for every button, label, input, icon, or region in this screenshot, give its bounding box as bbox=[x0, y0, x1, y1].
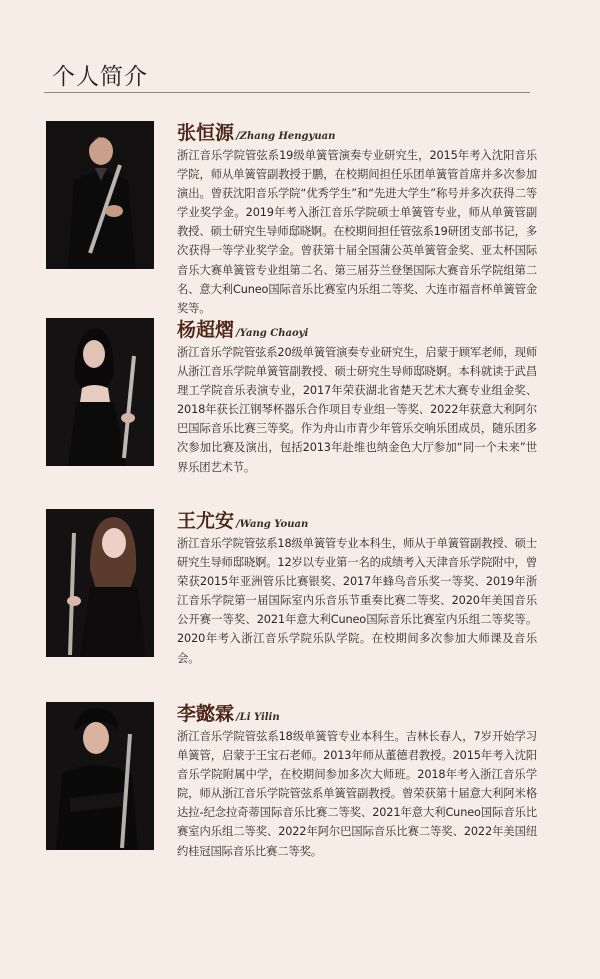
person-name-en: /Yang Chaoyi bbox=[236, 328, 309, 339]
clarinetist-portrait-icon bbox=[46, 509, 154, 657]
profile-photo bbox=[46, 318, 154, 466]
profile-photo bbox=[46, 702, 154, 850]
profile-photo bbox=[46, 121, 154, 269]
clarinetist-portrait-icon bbox=[46, 121, 154, 269]
person-name-en: /Li Yilin bbox=[236, 712, 280, 723]
section-divider bbox=[44, 92, 530, 93]
person-name-cn: 杨超熠 bbox=[177, 319, 235, 341]
person-name-en: /Wang Youan bbox=[236, 519, 309, 530]
person-name-en: /Zhang Hengyuan bbox=[236, 131, 336, 142]
clarinetist-portrait-icon bbox=[46, 702, 154, 850]
person-name-cn: 张恒源 bbox=[177, 122, 235, 144]
section-title: 个人简介 bbox=[52, 64, 148, 90]
person-bio: 浙江音乐学院管弦系18级单簧管专业本科生，师从于单簧管副教授、硕士研究生导师邸晓婀。12岁以专业第一名的成绩考入天津音乐学院附中，曾荣获2015年亚洲管乐比赛银奖、2017年蜂鸟音乐奖一等奖、2019年浙江音乐学院第一届国际室内乐音乐节重奏比赛二等奖、2020年美国音乐公开赛一等奖、2021年意大利Cuneo国际音乐比赛室内乐组二等奖等。2020年考入浙江音乐学院乐队学院。在校期间多次参加大师课及音乐会。 bbox=[177, 537, 537, 665]
person-bio: 浙江音乐学院管弦系19级单簧管演奏专业研究生，2015年考入沈阳音乐学院，师从单簧管副教授于鹏，在校期间担任乐团单簧管首席并多次参加演出。曾获沈阳音乐学院“优秀学生”和“先进大学生”称号并多次获得二等学业奖学金。2019年考入浙江音乐学院硕士单簧管专业，师从单簧管副教授、硕士研究生导师邸晓婀。在校期间担任管弦系19研团支部书记，多次获得一等学业奖学金。曾获第十届全国蒲公英单簧管金奖、亚太杯国际音乐大赛单簧管专业组第二名、第三届芬兰登堡国际大赛音乐学院组第二名、意大利Cuneo国际音乐比赛室内乐组二等奖、大连市福音杯单簧管金奖等。 bbox=[177, 149, 537, 315]
clarinetist-portrait-icon bbox=[46, 318, 154, 466]
person-name-cn: 王尤安 bbox=[177, 510, 235, 532]
person-bio: 浙江音乐学院管弦系18级单簧管专业本科生。吉林长春人，7岁开始学习单簧管，启蒙于王宝石老师。2013年师从董德君教授。2015年考入沈阳音乐学院附属中学，在校期间参加多次大师班。2018年考入浙江音乐学院，师从浙江音乐学院管弦系单簧管副教授。曾荣获第十届意大利阿米格达拉-纪念拉奇蒂国际音乐比赛二等奖、2021年意大利Cuneo国际音乐比赛室内乐组二等奖、2022年阿尔巴国际音乐比赛二等奖、2022年美国纽约桂冠国际音乐比赛二等奖。 bbox=[177, 730, 537, 858]
profile-photo bbox=[46, 509, 154, 657]
person-bio: 浙江音乐学院管弦系20级单簧管演奏专业研究生，启蒙于顾军老师，现师从浙江音乐学院单簧管副教授、硕士研究生导师邸晓婀。本科就读于武昌理工学院音乐表演专业，2017年荣获湖北省楚天艺术大赛专业组金奖、2018年获长江钢琴杯器乐合作项目专业组一等奖、2022年获意大利阿尔巴国际音乐比赛三等奖。作为舟山市青少年管乐交响乐团成员，随乐团多次参加比赛及演出，包括2013年赴维也纳金色大厅参加“同一个未来”世界乐团艺术节。 bbox=[177, 346, 537, 474]
person-name-cn: 李懿霖 bbox=[177, 703, 235, 725]
